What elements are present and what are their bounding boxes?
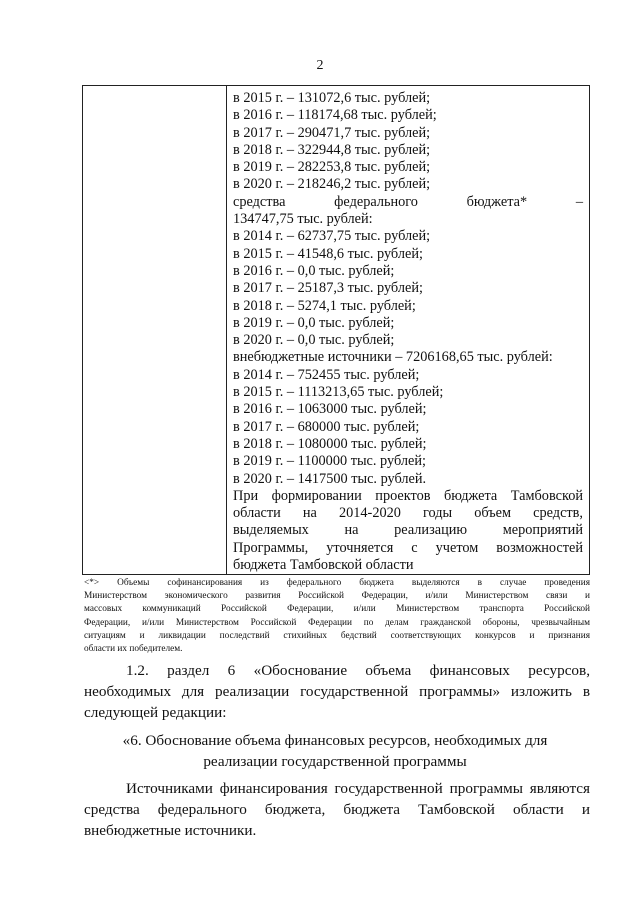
table-line: в 2017 г. – 25187,3 тыс. рублей; [233,280,423,297]
footnote [84,577,590,656]
footnote-line: Федерации, и/или Министерством Российской Федерации по делам гражданской обороны, чрезвычайным [84,617,590,628]
footnote-line: Министерством экономического развития Российской Федерации, и/или Министерством связи и [84,591,590,602]
paragraph-line: следующей редакции: [84,704,227,721]
heading-line: реализации государственной программы [203,753,467,770]
table-line: в 2018 г. – 1080000 тыс. рублей; [233,435,427,452]
table-line: в 2016 г. – 0,0 тыс. рублей; [233,262,395,279]
table-line: в 2018 г. – 5274,1 тыс. рублей; [233,297,416,314]
paragraph-line: необходимых для реализации государственной программы» изложить в [84,683,590,700]
footnote-line: ситуациям и ликвидации последствий стихийных бедствий соответствующих конкурсов и признания [84,630,590,641]
table-line: внебюджетные источники – 7206168,65 тыс. рублей: [233,349,553,366]
paragraph-line: средства федерального бюджета, бюджета Тамбовской области и [84,801,590,818]
table-line: средства федерального бюджета* – [233,193,583,210]
amendment-paragraph [84,660,590,723]
table-line: в 2014 г. – 62737,75 тыс. рублей; [233,228,431,245]
table-line: в 2017 г. – 290471,7 тыс. рублей; [233,124,431,141]
table-line: в 2020 г. – 1417500 тыс. рублей. [233,470,427,487]
table-line: 134747,75 тыс. рублей: [233,211,373,228]
table-right-cell [233,90,583,574]
paragraph-line: внебюджетные источники. [84,822,257,839]
table-line: бюджета Тамбовской области [233,557,414,574]
table-line: При формировании проектов бюджета Тамбовской [233,487,583,504]
footnote-line: области их победителем. [84,644,183,655]
table-line: в 2014 г. – 752455 тыс. рублей; [233,366,420,383]
paragraph-line: Источниками финансирования государственной программы являются [126,780,590,797]
footnote-line: массовых коммуникаций Российской Федерации, и/или Министерством транспорта Российской [84,604,590,615]
table-line: в 2019 г. – 1100000 тыс. рублей; [233,453,426,470]
table-line: области на 2014-2020 годы объем средств, [233,505,583,522]
table-line: в 2018 г. – 322944,8 тыс. рублей; [233,141,431,158]
heading-line: «6. Обоснование объема финансовых ресурсов, необходимых для [122,732,548,749]
table-line: в 2019 г. – 0,0 тыс. рублей; [233,314,395,331]
table-line: в 2020 г. – 218246,2 тыс. рублей; [233,176,431,193]
financing-table [82,85,590,575]
table-line: в 2020 г. – 0,0 тыс. рублей; [233,332,395,349]
page-number: 2 [316,58,324,73]
table-line: в 2016 г. – 118174,68 тыс. рублей; [233,107,437,124]
sources-paragraph [84,778,590,841]
table-line: в 2015 г. – 1113213,65 тыс. рублей; [233,384,444,401]
paragraph-line: 1.2. раздел 6 «Обоснование объема финансовых ресурсов, [126,662,590,679]
table-line: в 2015 г. – 41548,6 тыс. рублей; [233,245,423,262]
table-line: Программы, уточняется с учетом возможностей [233,539,583,556]
table-line: в 2019 г. – 282253,8 тыс. рублей; [233,159,431,176]
footnote-line: <*> Объемы софинансирования из федерального бюджета выделяются в случае проведения [84,578,590,588]
table-line: в 2017 г. – 680000 тыс. рублей; [233,418,420,435]
table-line: в 2015 г. – 131072,6 тыс. рублей; [233,90,431,106]
section-heading [100,730,570,772]
table-left-cell [83,86,227,574]
table-line: в 2016 г. – 1063000 тыс. рублей; [233,401,427,418]
table-line: выделяемых на реализацию мероприятий [233,522,583,539]
